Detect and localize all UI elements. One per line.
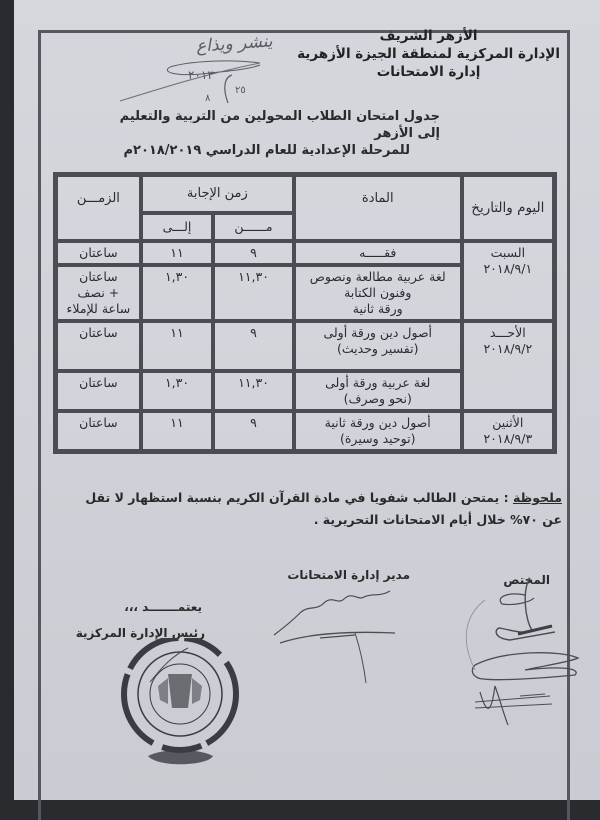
exam-date: ٢٠١٨/٩/٢	[483, 341, 533, 356]
subject-cell	[294, 321, 462, 371]
duration-line: + نصف	[77, 285, 120, 300]
header-subject: المادة	[294, 175, 462, 241]
svg-text:٢٠١٣: ٢٠١٣	[188, 68, 214, 82]
subject-line: فقـــــه	[359, 245, 397, 260]
day-name: السبت	[490, 245, 526, 260]
subject-line: أصول دين ورقة أولى	[323, 325, 433, 340]
handwritten-note-flourish	[110, 55, 280, 105]
subject-line: ورقة ثانية	[352, 301, 403, 316]
day-date-cell	[462, 321, 554, 411]
approved-label: يعتمـــــــد ،،،	[124, 600, 202, 614]
subject-line: وفنون الكتابة	[344, 285, 412, 300]
header-answer-time: زمن الإجابة	[141, 175, 294, 213]
day-date-cell	[462, 241, 554, 321]
svg-text:٢٥: ٢٥	[235, 85, 246, 96]
note-text: يمتحن الطالب شفويا في مادة القرآن الكريم بنسبة استظهار لا تقل عن ٧٠% خلال أيام الامتحانات التحريرية .	[85, 490, 562, 527]
from-time-cell: ٩	[213, 321, 294, 371]
note-separator: :	[499, 490, 513, 505]
header-duration: الزمـــن	[56, 175, 141, 241]
letterhead	[297, 27, 560, 81]
duration-line: ساعتان	[79, 269, 118, 284]
duration-line: ساعتان	[79, 375, 118, 390]
svg-text:٨: ٨	[205, 93, 211, 104]
table-row	[56, 241, 554, 265]
subject-line: (نحو وصرف)	[343, 391, 412, 406]
letterhead-department: إدارة الامتحانات	[376, 64, 481, 80]
chief-signature	[470, 680, 560, 730]
header-from: مــــــن	[213, 213, 294, 241]
official-seal	[118, 638, 248, 778]
subject-line: أصول دين ورقة ثانية	[324, 415, 431, 430]
from-time-cell: ١١,٣٠	[213, 265, 294, 321]
to-time-cell: ١١	[141, 411, 213, 451]
exam-schedule-table	[53, 172, 557, 454]
duration-line: ساعتان	[79, 415, 118, 430]
duration-cell	[56, 411, 141, 451]
from-time-cell: ١١,٣٠	[213, 371, 294, 411]
from-time-cell: ٩	[213, 241, 294, 265]
header-to: إلـــى	[141, 213, 213, 241]
exam-director-label: مدير إدارة الامتحانات	[287, 568, 410, 582]
subject-cell	[294, 265, 462, 321]
to-time-cell: ١,٣٠	[141, 371, 213, 411]
duration-cell	[56, 371, 141, 411]
duration-cell	[56, 321, 141, 371]
letterhead-administration: الإدارة المركزية لمنطقة الجيزة الأزهرية	[297, 46, 560, 62]
subject-line: لغة عربية مطالعة ونصوص	[309, 269, 446, 284]
day-name: الأثنين	[492, 415, 524, 430]
exam-date: ٢٠١٨/٩/١	[483, 261, 533, 276]
subject-cell	[294, 411, 462, 451]
day-date-cell	[462, 411, 554, 451]
from-time-cell: ٩	[213, 411, 294, 451]
duration-line: ساعتان	[79, 245, 118, 260]
letterhead-institution: الأزهر الشريف	[379, 28, 478, 44]
exam-date: ٢٠١٨/٩/٣	[483, 431, 533, 446]
subject-line: (تفسير وحديث)	[337, 341, 419, 356]
schedule-title-line1: جدول امتحان الطلاب المحولين من التربية والتعليم إلى الأزهر	[119, 109, 440, 141]
exam-note	[62, 487, 562, 531]
handwritten-publish-note: ينشر ويذاع	[195, 31, 274, 57]
duration-line: ساعة للإملاء	[66, 301, 131, 316]
table-row	[56, 411, 554, 451]
subject-line: لغة عربية ورقة أولى	[325, 375, 431, 390]
to-time-cell: ١١	[141, 241, 213, 265]
to-time-cell: ١١	[141, 321, 213, 371]
table-header-row	[56, 175, 554, 213]
central-head-label: رئيس الإدارة المركزية	[75, 626, 205, 640]
header-day-date: اليوم والتاريخ	[462, 175, 554, 241]
schedule-title	[100, 108, 440, 159]
note-label: ملحوظة	[512, 490, 562, 505]
subject-cell	[294, 241, 462, 265]
schedule-title-line2: للمرحلة الإعدادية للعام الدراسي ٢٠١٨/٢٠١٩م	[123, 143, 410, 158]
day-name: الأحـــد	[489, 325, 526, 340]
subject-cell	[294, 371, 462, 411]
duration-cell	[56, 265, 141, 321]
specialist-label: المختص	[503, 573, 550, 587]
duration-line: ساعتان	[79, 325, 118, 340]
subject-line: (توحيد وسيرة)	[340, 431, 416, 446]
table-row	[56, 321, 554, 371]
duration-cell	[56, 241, 141, 265]
exam-director-signature	[260, 583, 410, 683]
to-time-cell: ١,٣٠	[141, 265, 213, 321]
